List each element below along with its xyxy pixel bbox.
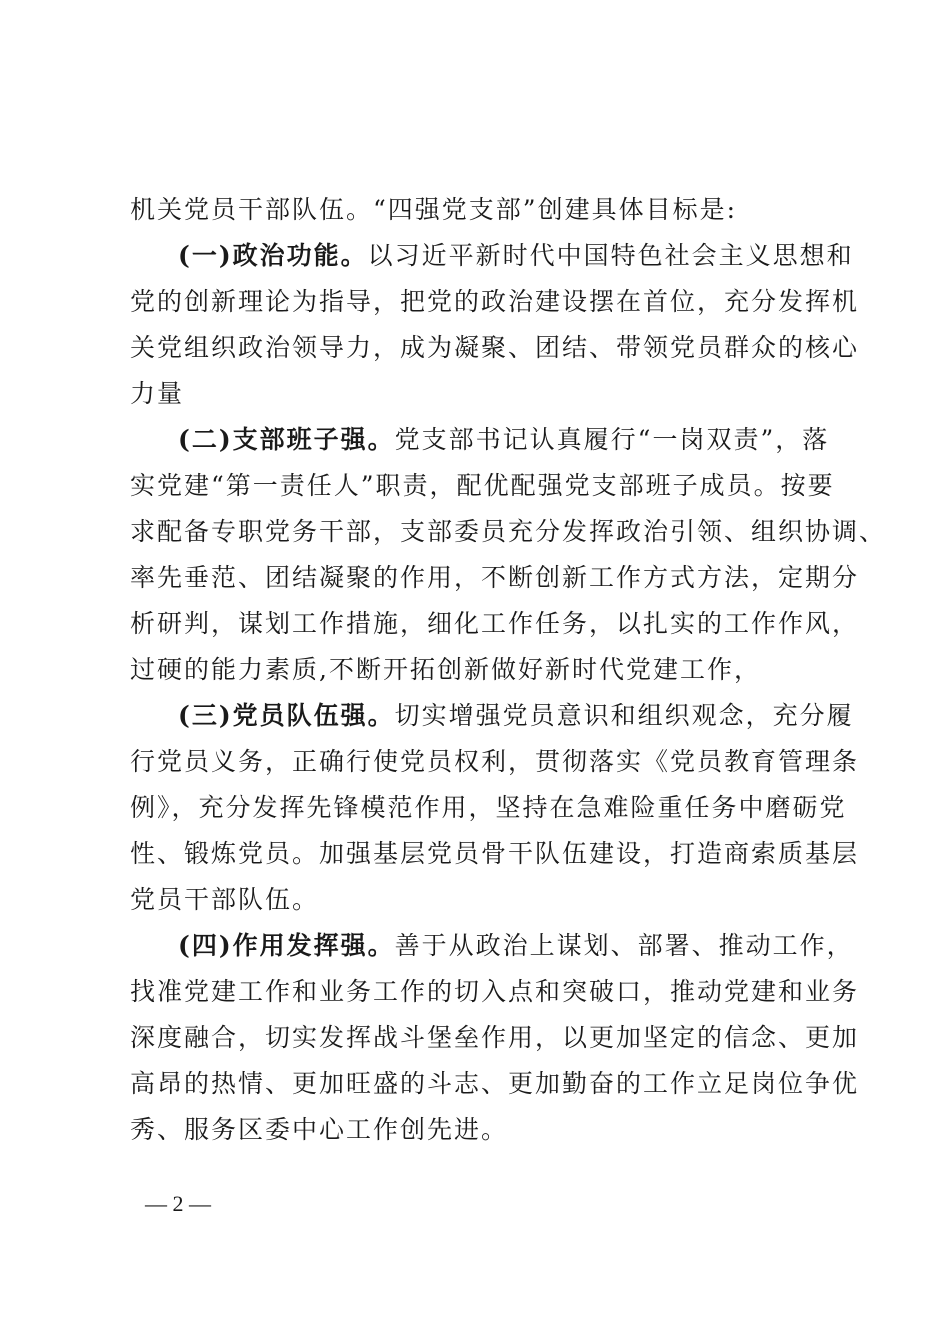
line-text: 过硬的能力素质,不断开拓创新做好新时代党建工作， (130, 655, 761, 684)
line-text: 切实增强党员意识和组织观念，充分履 (394, 701, 854, 730)
page-number: — 2 — (145, 1191, 211, 1216)
text-line (130, 471, 835, 501)
text-line (130, 609, 859, 639)
section-heading: (四)作用发挥强。 (178, 931, 395, 960)
line-text: 性、锻炼党员。加强基层党员骨干队伍建设，打造商索质基层 (130, 839, 860, 868)
text-line (130, 287, 859, 317)
text-line (130, 1069, 859, 1099)
text-line (130, 793, 847, 823)
line-text: 找准党建工作和业务工作的切入点和突破口，推动党建和业务 (130, 977, 860, 1006)
line-text: 关党组织政治领导力，成为凝聚、团结、带领党员群众的核心 (130, 333, 860, 362)
line-text: 实党建“第一责任人”职责，配优配强党支部班子成员。按要 (130, 471, 835, 500)
line-text: 以习近平新时代中国特色社会主义思想和 (367, 241, 854, 270)
text-line (178, 931, 854, 961)
line-text: 求配备专职党务干部，支部委员充分发挥政治引领、组织协调、 (130, 517, 887, 546)
text-line (130, 333, 859, 363)
text-line (178, 425, 829, 455)
line-text: 深度融合，切实发挥战斗堡垒作用，以更加坚定的信念、更加 (130, 1023, 860, 1052)
line-text: 力量 (130, 379, 185, 408)
line-text: 党支部书记认真履行“一岗双责”，落 (394, 425, 830, 454)
section-heading: (一)政治功能。 (178, 241, 368, 270)
line-text: 善于从政治上谋划、部署、推动工作， (394, 931, 854, 960)
text-line (130, 195, 737, 225)
line-text: 高昂的热情、更加旺盛的斗志、更加勤奋的工作立足岗位争优 (130, 1069, 860, 1098)
line-text: 机关党员干部队伍。“四强党支部”创建具体目标是: (130, 195, 737, 224)
text-line (130, 1023, 859, 1053)
text-line (130, 517, 886, 547)
section-heading: (三)党员队伍强。 (178, 701, 395, 730)
line-text: 例》，充分发挥先锋模范作用，坚持在急难险重任务中磨砺党 (130, 793, 847, 822)
text-line (130, 747, 859, 777)
line-text: 率先垂范、团结凝聚的作用，不断创新工作方式方法，定期分 (130, 563, 860, 592)
line-text: 行党员义务，正确行使党员权利，贯彻落实《党员教育管理条 (130, 747, 860, 776)
text-line (130, 563, 859, 593)
text-line (130, 1115, 508, 1145)
text-line (130, 885, 319, 915)
line-text: 党的创新理论为指导，把党的政治建设摆在首位，充分发挥机 (130, 287, 860, 316)
text-line (130, 977, 859, 1007)
text-line (178, 701, 854, 731)
line-text: 秀、服务区委中心工作创先进。 (130, 1115, 509, 1144)
section-heading: (二)支部班子强。 (178, 425, 395, 454)
line-text: 党员干部队伍。 (130, 885, 320, 914)
line-text: 析研判，谋划工作措施，细化工作任务，以扎实的工作作风， (130, 609, 860, 638)
text-line (130, 655, 761, 685)
text-line (178, 241, 854, 271)
text-line (130, 839, 859, 869)
text-line (130, 379, 184, 409)
